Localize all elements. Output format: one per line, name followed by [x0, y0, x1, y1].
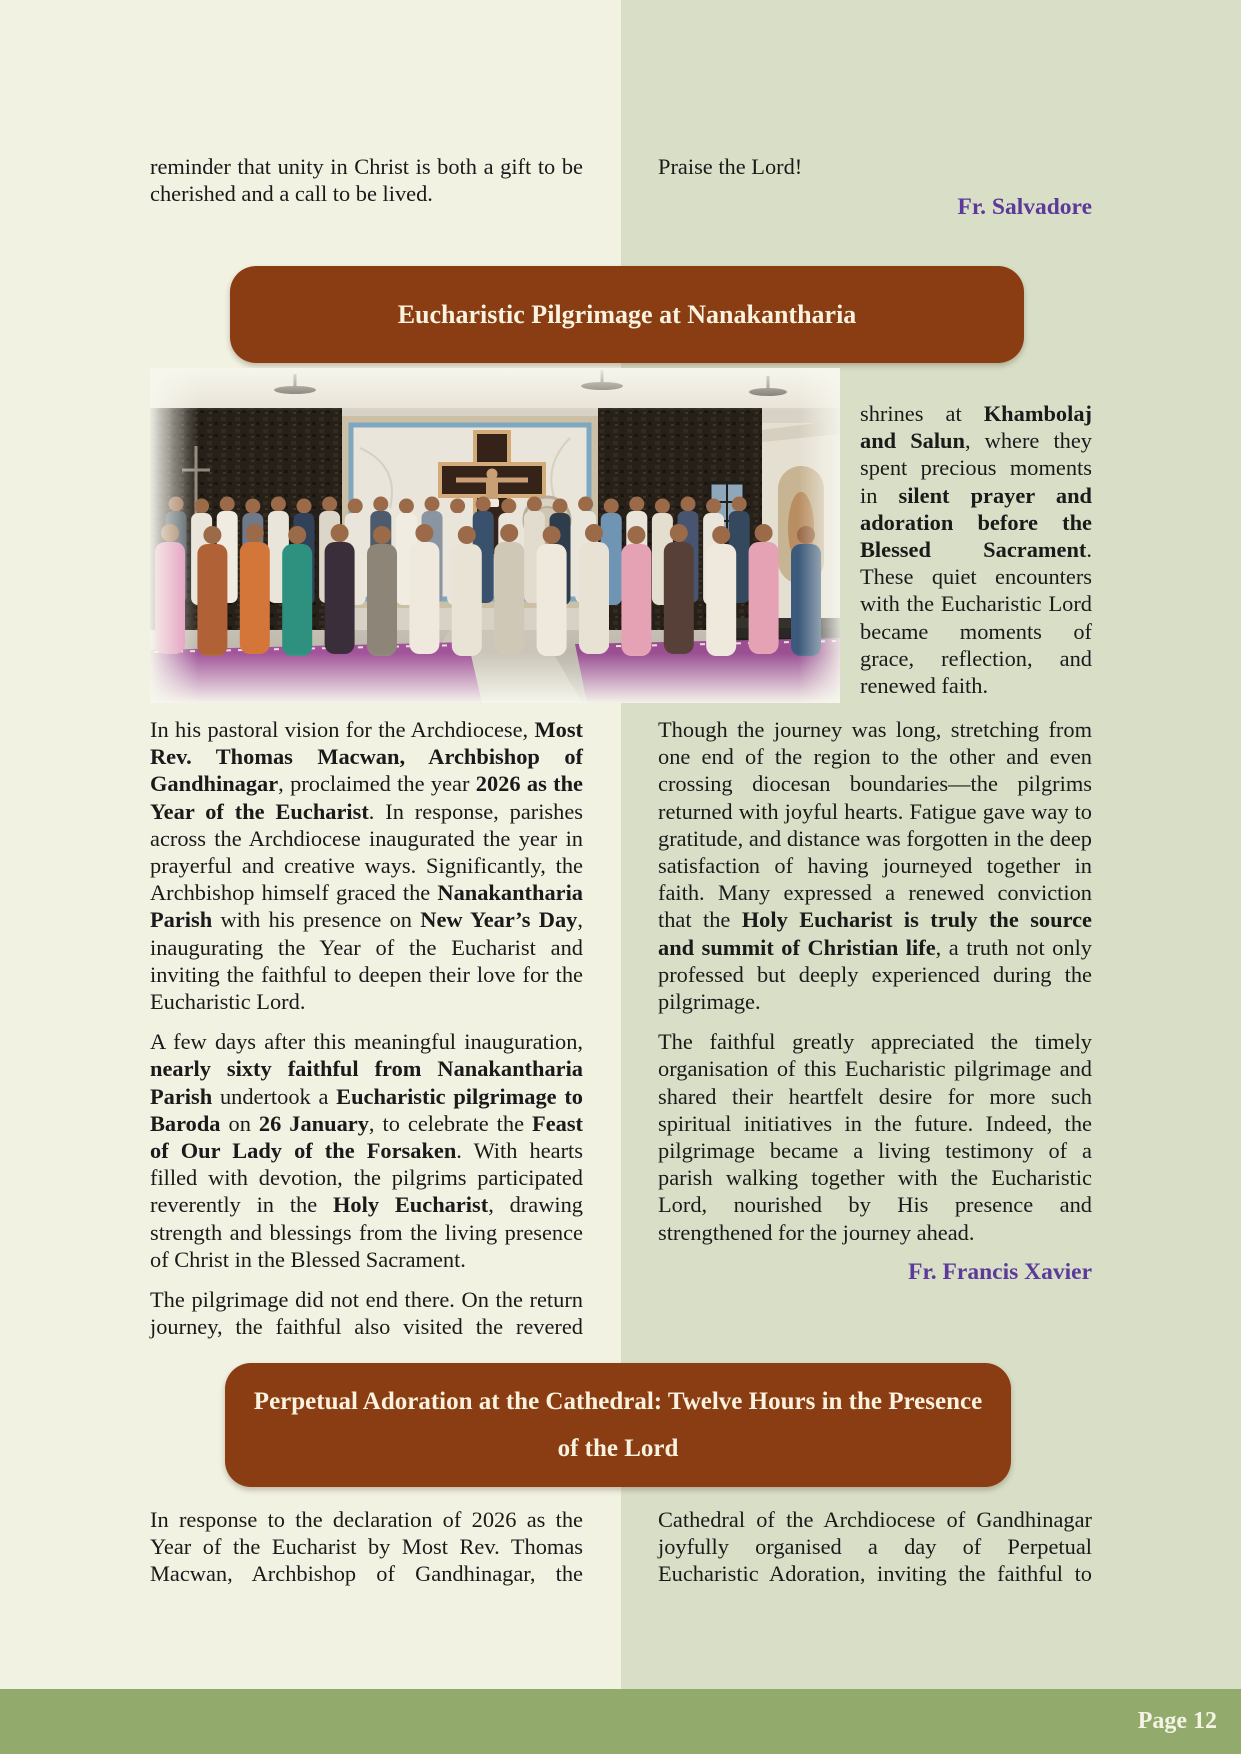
pilgrimage-right-column	[658, 716, 1092, 1286]
beside-photo-paragraph: shrines at Khambolaj and Salun, where they spent precious moments in silent prayer and adoration before the Blessed Sacrament. These quiet encounters with the Eucharistic Lord became moments of grace, reflection, and renewed faith.	[860, 401, 1092, 699]
banner-title-line-1: Perpetual Adoration at the Cathedral: Twelve Hours in the Presence	[253, 1388, 983, 1415]
footer-bar	[0, 1689, 1241, 1754]
adoration-left-paragraph: In response to the declaration of 2026 as the Year of the Eucharist by Most Rev. Thomas Macwan, Archbishop of Gandhinagar, the	[150, 1507, 583, 1587]
section-banner-adoration	[225, 1363, 1011, 1487]
page-number-label: Page 12	[1137, 1708, 1217, 1734]
banner-title: Eucharistic Pilgrimage at Nanakantharia	[397, 299, 857, 329]
intro-left-paragraph: reminder that unity in Christ is both a gift to be cherished and a call to be lived.	[150, 154, 583, 207]
body-paragraph: In his pastoral vision for the Archdiocese, Most Rev. Thomas Macwan, Archbishop of Gandhinagar, proclaimed the year 2026 as the Year of the Eucharist. In response, parishes across the Archdiocese inaugurated the year in prayerful and creative ways. Significantly, the Archbishop himself graced the Nanakantharia Parish with his presence on New Year’s Day, inaugurating the Year of the Eucharist and inviting the faithful to deepen their love for the Eucharistic Lord.	[150, 717, 583, 1015]
body-paragraph: The faithful greatly appreciated the timely organisation of this Eucharistic pilgrimage and shared their heartfelt desire for more such spiritual initiatives in the future. Indeed, the pilgrimage became a living testimony of a parish walking together with the Eucharistic Lord, nourished by His presence and strengthened for the journey ahead.	[658, 1029, 1092, 1245]
pilgrimage-left-column	[150, 716, 583, 1340]
body-paragraph: The pilgrimage did not end there. On the return journey, the faithful also visited the revered	[150, 1287, 583, 1340]
section-banner-pilgrimage	[230, 266, 1024, 363]
intro-right-paragraph: Praise the Lord!	[658, 154, 803, 179]
body-paragraph: Though the journey was long, stretching from one end of the region to the other and even crossing diocesan boundaries—the pilgrims returned with joyful hearts. Fatigue gave way to gratitude, and distance was forgotten in the deep satisfaction of having journeyed together in faith. Many expressed a renewed conviction that the Holy Eucharist is truly the source and summit of Christian life, a truth not only professed but deeply experienced during the pilgrimage.	[658, 717, 1092, 1015]
signature-fr-francis-xavier: Fr. Francis Xavier	[908, 1258, 1092, 1285]
banner-title-line-2: of the Lord	[557, 1435, 679, 1462]
adoration-right-paragraph: Cathedral of the Archdiocese of Gandhinagar joyfully organised a day of Perpetual Eucharistic Adoration, inviting the faithful to	[658, 1507, 1092, 1587]
signature-fr-salvadore: Fr. Salvadore	[957, 194, 1092, 220]
church-photo-illustration	[150, 368, 840, 703]
photo-ceiling	[150, 368, 840, 412]
body-paragraph: A few days after this meaningful inauguration, nearly sixty faithful from Nanakantharia Parish undertook a Eucharistic pilgrimage to Baroda on 26 January, to celebrate the Feast of Our Lady of the Forsaken. With hearts filled with devotion, the pilgrims participated reverently in the Holy Eucharist, drawing strength and blessings from the living presence of Christ in the Blessed Sacrament.	[150, 1029, 583, 1272]
pilgrimage-group-photo	[150, 368, 840, 703]
